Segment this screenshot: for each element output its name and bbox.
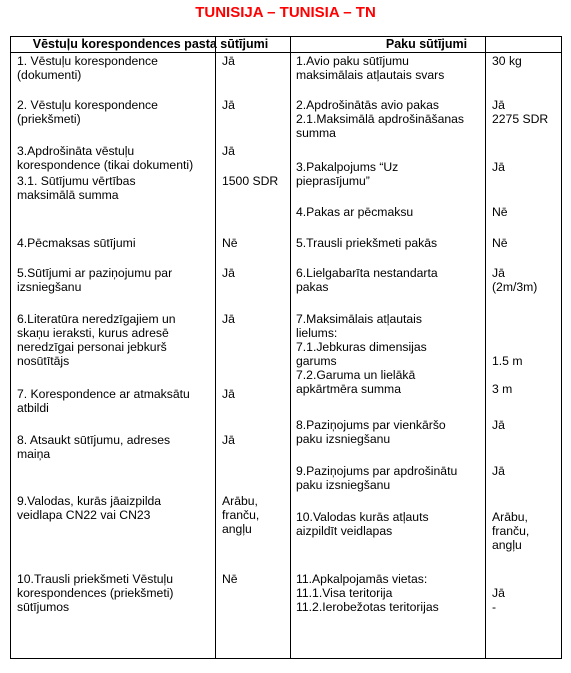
page-title: TUNISIJA – TUNISIA – TN <box>195 4 376 21</box>
letter-item-label: 1. Vēstuļu korespondence (dokumenti) <box>17 54 158 82</box>
parcel-item-value: Jā <box>492 464 505 478</box>
letter-item-label: 2. Vēstuļu korespondence (priekšmeti) <box>17 98 158 126</box>
parcel-item-label: 2.Apdrošinātās avio pakas 2.1.Maksimālā apdrošināšanas summa <box>296 98 465 140</box>
letter-item-label: 10.Trausli priekšmeti Vēstuļu korespondences (priekšmeti) sūtījumos <box>17 572 174 614</box>
parcel-item-value: Arābu, franču, angļu <box>492 510 530 552</box>
letter-item-value: Jā <box>222 98 235 112</box>
parcel-item-value: Jā 2275 SDR <box>492 98 549 126</box>
letter-item-value: Nē <box>222 236 238 250</box>
parcel-item-value: Jā <box>492 160 505 174</box>
parcel-item-value: Jā <box>492 418 505 432</box>
parcel-item-value: 30 kg <box>492 54 522 68</box>
letter-item-value: Jā <box>222 144 235 158</box>
letter-item-value: Jā <box>222 312 235 326</box>
parcel-item-value: Nē <box>492 236 508 250</box>
letter-item-label: 3.Apdrošināta vēstuļu korespondence (tikai dokumenti) <box>17 144 194 172</box>
letter-item-label: 3.1. Sūtījumu vērtības maksimālā summa <box>17 174 136 202</box>
letter-item-label: 5.Sūtījumi ar paziņojumu par izsniegšanu <box>17 266 173 294</box>
letter-item-label: 9.Valodas, kurās jāaizpilda veidlapa CN22 vai CN23 <box>17 494 162 522</box>
parcel-item-label: 6.Lielgabarīta nestandarta pakas <box>296 266 438 294</box>
parcel-item-label: 4.Pakas ar pēcmaksu <box>296 205 414 219</box>
letter-item-value: Jā <box>222 54 235 68</box>
parcel-item-label: 11.Apkalpojamās vietas: 11.1.Visa teritorija 11.2.Ierobežotas teritorijas <box>296 572 439 614</box>
parcel-item-value: 1.5 m 3 m <box>492 354 523 396</box>
parcels-header: Paku sūtījumi <box>385 37 468 51</box>
letter-item-value: 1500 SDR <box>222 174 279 188</box>
parcel-item-label: 3.Pakalpojums “Uz pieprasījumu” <box>296 160 399 188</box>
letter-item-value: Arābu, franču, angļu <box>222 494 260 536</box>
letter-item-value: Jā <box>222 266 235 280</box>
letters-header: Vēstuļu korespondences pasta sūtījumi <box>32 37 269 51</box>
letter-item-value: Nē <box>222 572 238 586</box>
letter-item-value: Jā <box>222 387 235 401</box>
letter-item-label: 6.Literatūra neredzīgajiem un skaņu ieraksti, kurus adresē neredzīgai personai jebkurš nosūtītājs <box>17 312 176 368</box>
column-divider <box>290 37 291 658</box>
header-divider <box>11 52 561 53</box>
letter-item-label: 4.Pēcmaksas sūtījumi <box>17 236 136 250</box>
parcel-item-label: 7.Maksimālais atļautais lielums: 7.1.Jebkuras dimensijas garums 7.2.Garuma un lielākā apkārtmēra summa <box>296 312 427 396</box>
parcel-item-value: Jā (2m/3m) <box>492 266 538 294</box>
parcel-item-value: Nē <box>492 205 508 219</box>
letter-item-label: 8. Atsaukt sūtījumu, adreses maiņa <box>17 433 171 461</box>
parcel-item-label: 1.Avio paku sūtījumu maksimālais atļautais svars <box>296 54 445 82</box>
services-table <box>10 36 562 659</box>
parcel-item-label: 10.Valodas kurās atļauts aizpildīt veidlapas <box>296 510 429 538</box>
letter-item-value: Jā <box>222 433 235 447</box>
parcel-item-label: 9.Paziņojums par apdrošinātu paku izsniegšanu <box>296 464 458 492</box>
parcel-item-value: Jā - <box>492 586 505 614</box>
letter-item-label: 7. Korespondence ar atmaksātu atbildi <box>17 387 190 415</box>
column-divider <box>485 37 486 658</box>
parcel-item-label: 5.Trausli priekšmeti pakās <box>296 236 438 250</box>
parcel-item-label: 8.Paziņojums par vienkāršo paku izsniegšanu <box>296 418 446 446</box>
column-divider <box>215 37 216 658</box>
